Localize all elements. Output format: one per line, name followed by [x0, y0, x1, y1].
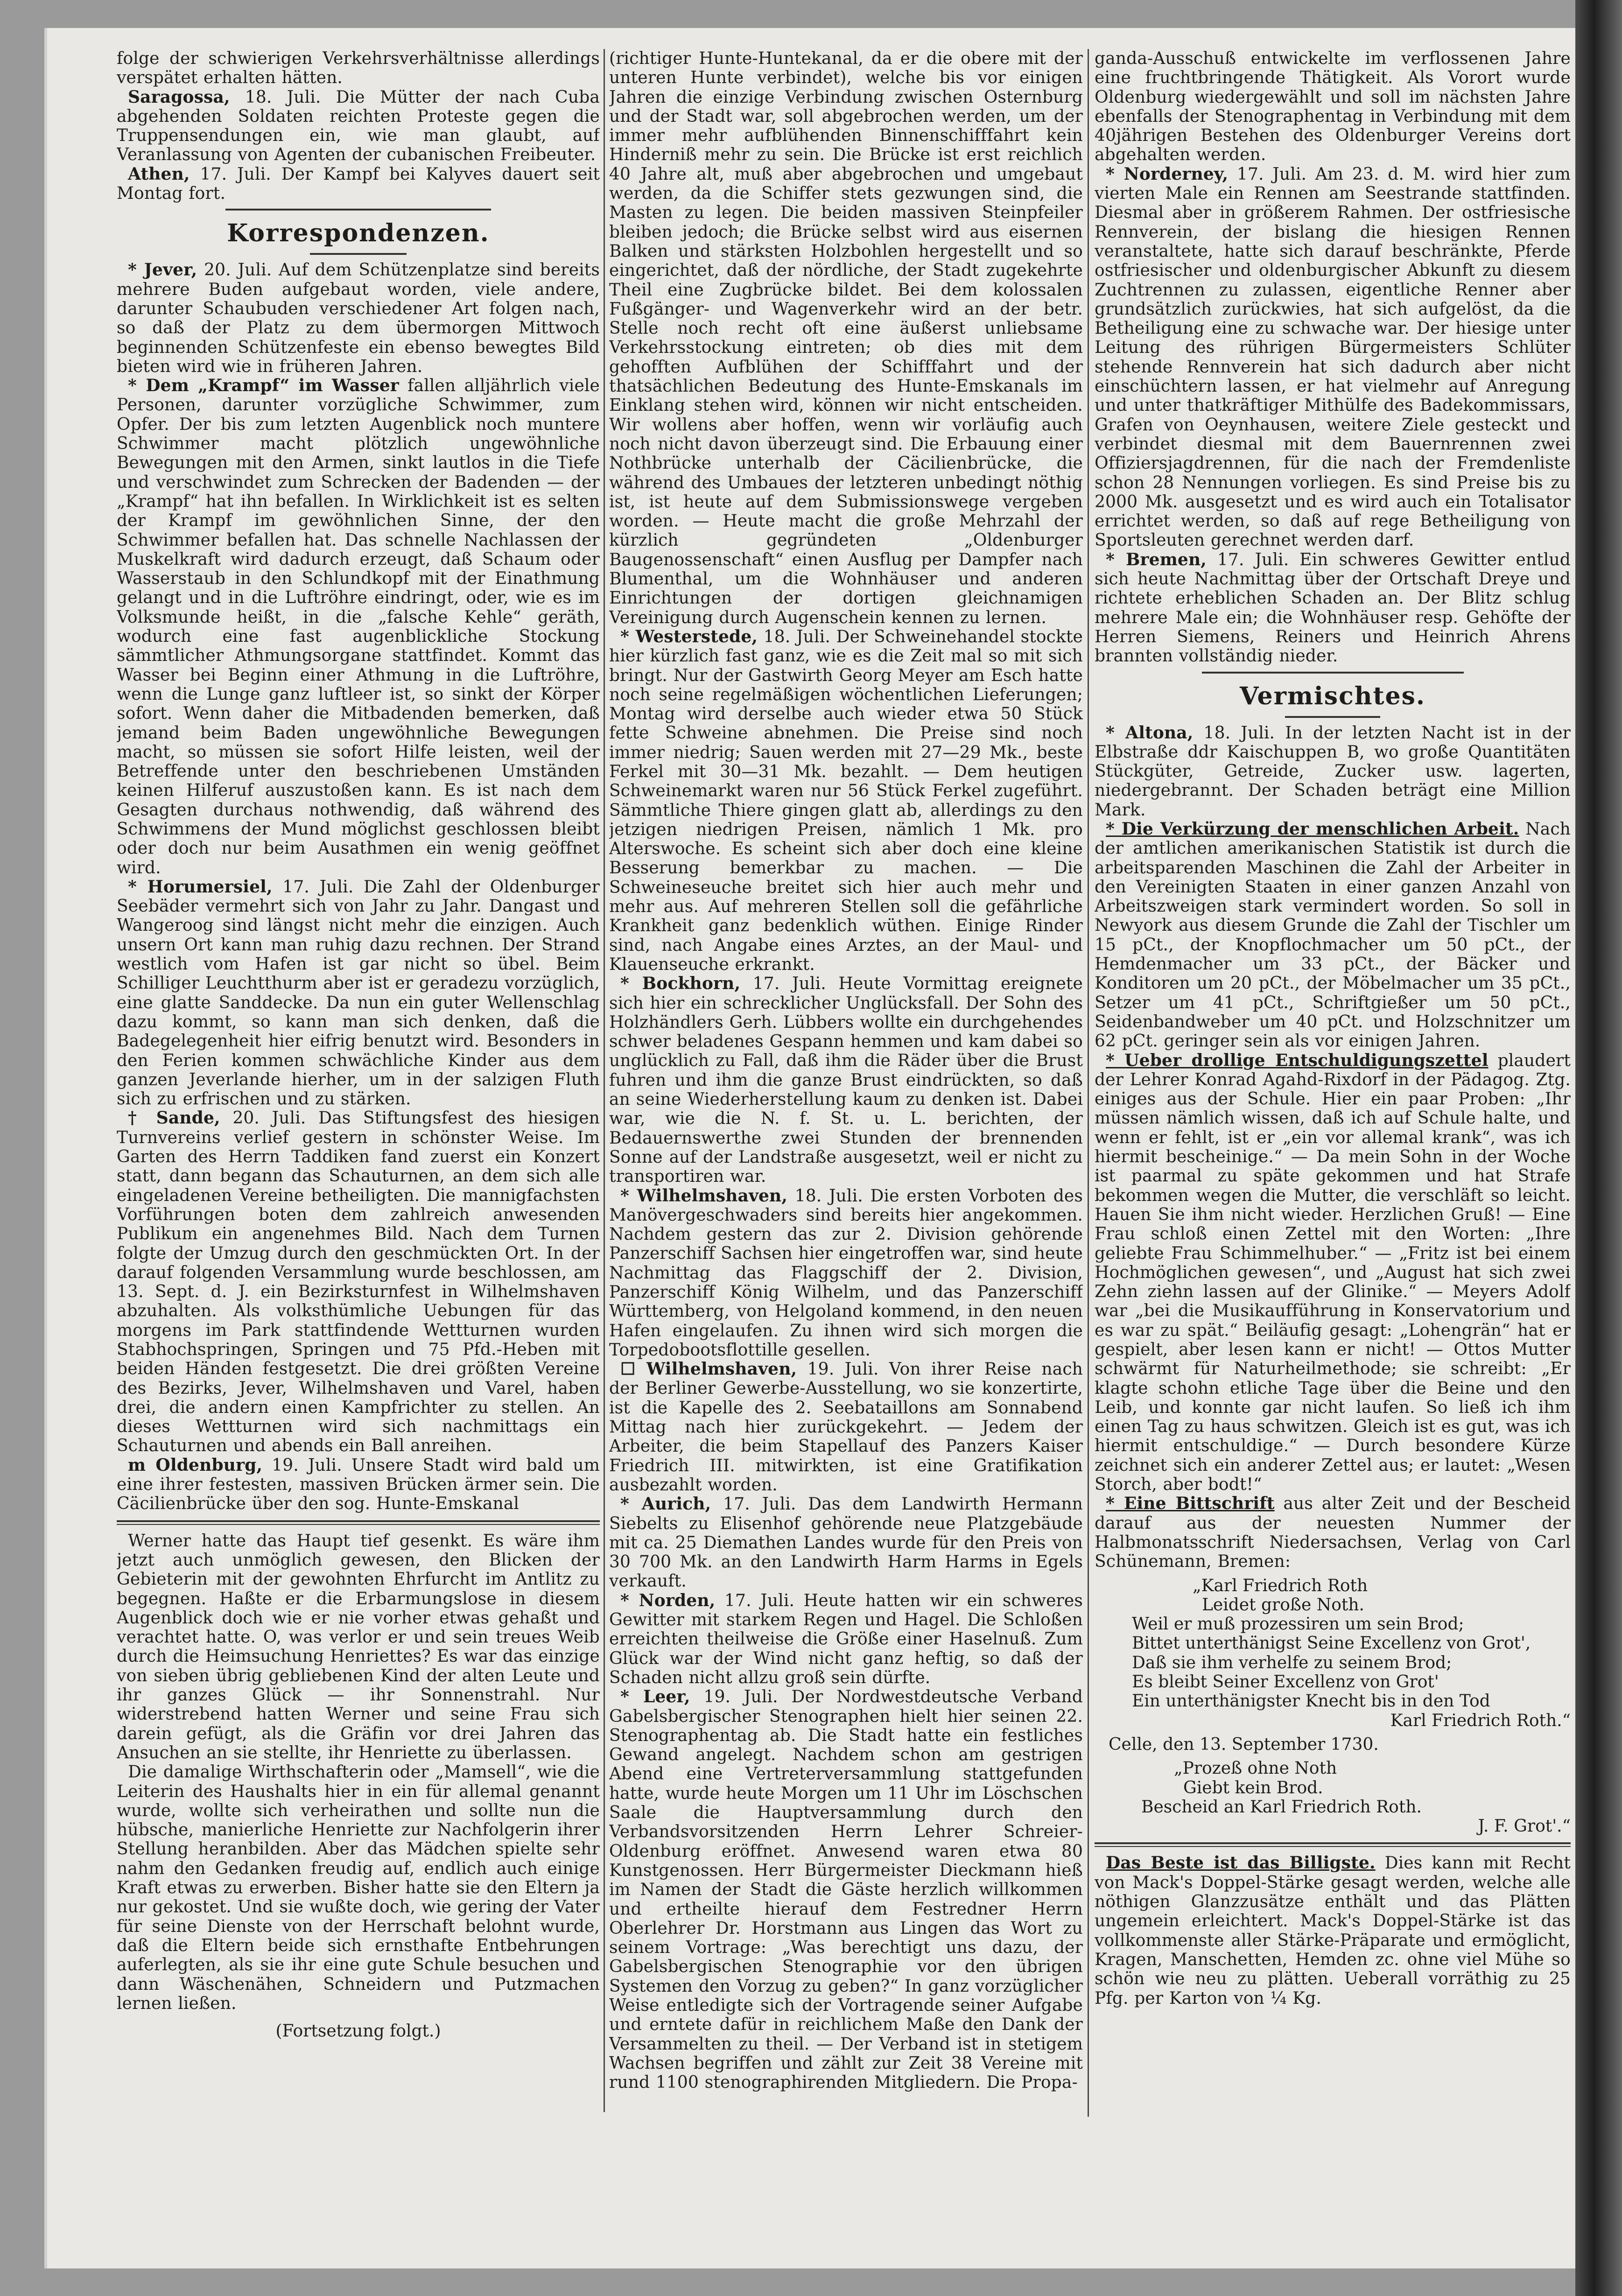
article-norden	[609, 1591, 1083, 1687]
divider	[1285, 716, 1380, 718]
article-bockhorn	[609, 974, 1083, 1186]
dateline: * Bockhorn,	[620, 974, 741, 994]
article-text: folge der schwierigen Verkehrsverhältnisse allerdings verspätet erhalten hätten.	[117, 49, 600, 88]
novel-text: Werner hatte das Haupt tief gesenkt. Es wäre ihm jetzt auch unmöglich gewesen, den Blicken der Gebieterin mit der gewohnten Ehrfurcht im Antlitz zu begegnen. Haßte er die Erbarmungslose in diesem Augenblick doch wie er nie vorher etwas gehaßt und verachtet hatte. O, was verlor er und sein treues Weib durch die Heimsuchung Henriettes? Es war das einzige von sieben übrig gebliebenen Kind der alten Leute und ihr ganzes Glück — ihr Sonnenstrahl. Nur widerstrebend hatten Werner und seine Frau sich darein gefügt, als die Gräfin vor drei Jahren das Ansuchen an sie stellte, ihr Henriette zu überlassen.	[117, 1531, 600, 1762]
article-sande	[117, 1109, 600, 1455]
article-bremen	[1095, 550, 1571, 666]
article-bittschrift	[1095, 1494, 1571, 1571]
article-body: 17. Juli. Das dem Landwirth Hermann Siebelts zu Elisenhof gehörende neue Platzgebäude mit ca. 25 Diemathen Landes wurde für den Preis von 30 700 Mk. an den Landwirth Harm Harms in Egels verkauft.	[609, 1495, 1083, 1591]
continuation-note: (Fortsetzung folgt.)	[275, 2022, 441, 2041]
article-body: 18. Juli. Die ersten Vorboten des Manövergeschwaders sind bereits hier angekommen. Nachdem gestern das zur 2. Division gehörende Panzerschiff Sachsen hier eingetroffen war, sind heute Nachmittag das Flaggschiff der 2. Division, Panzerschiff König Wilhelm, und das Panzerschiff Württemberg, von Helgoland kommend, in den neuen Hafen eingelaufen. Zu ihnen wird sich morgen die Torpedobootsflottille gesellen.	[609, 1186, 1083, 1360]
dateline: * Ueber drollige Entschuldigungszettel	[1106, 1050, 1489, 1070]
reply-poem	[1095, 1759, 1571, 1836]
divider	[310, 253, 407, 255]
article-jever	[117, 260, 600, 376]
signature: J. F. Grot'.“	[1478, 1817, 1571, 1836]
article-wilhelmshaven-2	[609, 1360, 1083, 1495]
section-heading: Korrespondenzen.	[227, 219, 490, 248]
article-athen	[117, 165, 600, 204]
article-body: 17. Juli. Der Kampf bei Kalyves dauert seit Montag fort.	[117, 164, 600, 204]
article-saragossa	[117, 88, 600, 165]
poem-line: Ein unterthänigster Knecht bis in den Tod	[1132, 1692, 1490, 1711]
dateline: ☐ Wilhelmshaven,	[620, 1359, 797, 1379]
article-body: 20. Juli. Das Stiftungsfest des hiesigen Turnvereins verlief gestern in schönster Weise. Im Garten des Herrn Taddiken fand zuerst ein Konzert statt, dann begann das Schauturnen, an dem sich alle eingeladenen Vereine betheiligten. Die mannigfachsten Vorführungen boten dem zahlreich anwesenden Publikum ein angenehmes Bild. Nach dem Turnen folgte der Umzug durch den geschmückten Ort. In der darauf folgenden Versammlung wurde beschlossen, am 13. Sept. d. J. ein Bezirksturnfest in Wilhelmshaven abzuhalten. Als volksthümliche Uebungen für das morgens im Park stattfindende Wettturnen wurden Stabhochspringen, Springen und 75 Pfd.-Heben mit beiden Händen festgesetzt. Die drei größten Vereine des Bezirks, Jever, Wilhelmshaven und Varel, haben drei, die andern einen Kampfrichter zu stellen. An dieses Wettturnen wird sich nachmittags ein Schauturnen und abends ein Ball anreihen.	[117, 1109, 600, 1456]
dateline: Saragossa,	[128, 87, 230, 107]
article-body: 17. Juli. Am 23. d. M. wird hier zum vierten Male ein Rennen am Seestrande stattfinden. Diesmal aber in größerem Rahmen. Der ostfriesische Rennverein, der bislang die hiesigen Rennen veranstaltete, hatte sich darauf beschränkte, Pferde ostfriesischer und oldenburgischer Abkunft zu diesem Zuchtrennen zu zulassen, eigentliche Renner aber grundsätzlich zurückwies, hat sich aufgelöst, da die Betheiligung eine zu schwache war. Der hiesige unter Leitung des rührigen Bürgermeisters Schlüter stehende Rennverein hat sich dadurch aber nicht einschüchtern lassen, er hat vielmehr auf Anregung und unter thatkräftiger Mithülfe des Badekommissars, Grafen von Oeynhausen, weitere Ziele gesteckt und verbindet diesmal mit dem Bauernrennen zwei Offiziersjagdrennen, für die nach der Fremdenliste schon 28 Nennungen vorliegen. Es sind Preise bis zu 2000 Mk. ausgesetzt und es wird auch ein Totalisator errichtet werden, so daß auf rege Betheiligung von Sportsleuten gerechnet werden darf.	[1095, 164, 1571, 550]
article-aurich	[609, 1495, 1083, 1591]
article-body: 18. Juli. Der Schweinehandel stockte hier kürzlich fast ganz, wie es die Zeit mal so mit sich bringt. Nur der Gastwirth Georg Meyer am Esch hatte noch seine regelmäßigen wöchentlichen Lieferungen; Montag wird derselbe auch wieder etwa 50 Stück fette Schweine abnehmen. Die Preise sind noch immer niedrig; Sauen werden mit 27—29 Mk., beste Ferkel mit 30—31 Mk. bezahlt. — Dem heutigen Schweinemarkt waren nur 56 Stück Ferkel zugeführt. Sämmtliche Thiere gingen glatt ab, allerdings zu den jetzigen niedrigen Preisen, nämlich 1 Mk. pro Alterswoche. Es scheint sich aber doch eine kleine Besserung bemerkbar zu machen. — Die Schweineseuche breitet sich hier auch mehr und mehr aus. Auf mehreren Stellen soll die gefährliche Krankheit ganz bedenklich wüthen. Einige Rinder sind, nach Angabe eines Arztes, an der Maul- und Klauenseuche erkrankt.	[609, 627, 1083, 974]
ad-headline: Das Beste ist das Billigste.	[1106, 1853, 1376, 1873]
article-body: 18. Juli. Die Mütter der nach Cuba abgehenden Soldaten reichten Proteste gegen die Truppensendungen ein, wie man glaubt, auf Veranlassung von Agenten der cubanischen Freibeuter.	[117, 87, 600, 165]
article-altona	[1095, 723, 1571, 820]
dateline: * Eine Bittschrift	[1106, 1494, 1275, 1514]
dateline: m Oldenburg,	[128, 1455, 263, 1475]
poem-line: Karl Friedrich Roth.“	[1390, 1711, 1571, 1730]
dateline: * Jever,	[128, 260, 197, 280]
dateline: † Sande,	[128, 1108, 220, 1128]
article-leer	[609, 1687, 1083, 2092]
article-body: Nach der amtlichen amerikanischen Statistik ist durch die arbeitsparenden Maschinen die Zahl der Arbeiter in den Vereinigten Staaten in einer ganzen Anzahl von Arbeitszweigen stark vermindert worden. So soll in Newyork aus diesem Grunde die Zahl der Tischler um 15 pCt., der Knopflochmacher um 50 pCt., der Hemdenmacher um 33 pCt., der Bäcker und Konditoren um 20 pCt., der Möbelmacher um 35 pCt., Setzer um 41 pCt., Schriftgießer um 50 pCt., Seidenbandweber um 40 pCt. und Holzschnitzer um 62 pCt. geringer sein als vor einigen Jahren.	[1095, 819, 1571, 1051]
article-body: 19. Juli. Von ihrer Reise nach der Berliner Gewerbe-Ausstellung, wo sie konzertirte, ist die Kapelle des 2. Seebataillons am Sonnabend Mittag nach hier zurückgekehrt. — Jedem der Arbeiter, die beim Stapellauf des Panzers Kaiser Friedrich III. mitwirkten, ist eine Gratifikation ausbezahlt worden.	[609, 1360, 1083, 1495]
column-2	[609, 49, 1083, 2121]
poem-line: Es bleibt Seiner Excellenz von Grot'	[1132, 1672, 1439, 1692]
poem-line: Daß sie ihm verhelfe zu seinem Brod;	[1132, 1653, 1452, 1672]
dateline: * Westerstede,	[620, 626, 758, 646]
dateline: * Dem „Krampf“ im Wasser	[128, 376, 399, 396]
article-body: 17. Juli. Die Zahl der Oldenburger Seebäder vermehrt sich von Jahr zu Jahr. Dangast und Wangeroog sind längst nicht mehr die einzigen. Auch unsern Ort kann man ruhig dazu rechnen. Der Strand westlich vom Hafen ist gar nicht so übel. Beim Schilliger Leuchtthurm aber ist er geradezu vorzüglich, eine glatte Sanddecke. Da nun ein guter Wellenschlag dazu kommt, so kann man sich denken, daß die Badegelegenheit hier eifrig benutzt wird. Besonders in den Ferien kommen schwächliche Kinder aus dem ganzen Jeverlande hierher, um in der salzigen Fluth sich zu erfrischen und zu stärken.	[117, 877, 600, 1109]
dateline: * Leer,	[620, 1687, 690, 1707]
article-body: aus alter Zeit und der Bescheid darauf aus der neuesten Nummer der Halbmonatsschrift Niedersachsen, Verlag von Carl Schünemann, Bremen:	[1095, 1494, 1571, 1572]
article-body: 18. Juli. In der letzten Nacht ist in der Elbstraße ddr Kaischuppen B, wo große Quantitäten Stückgüter, Getreide, Zucker usw. lagerten, niedergebrannt. Der Schaden beträgt eine Million Mark.	[1095, 723, 1571, 820]
article-krampf	[117, 376, 600, 878]
article-oldenburg	[117, 1456, 600, 1514]
article-body: 19. Juli. Der Nordwestdeutsche Verband Gabelsbergischer Stenographen hielt hier seinen 22. Stenographentag ab. Die Stadt hatte ein festliches Gewand angelegt. Nachdem schon am gestrigen Abend eine Vertreterversammlung stattgefunden hatte, wurde heute Morgen um 11 Uhr im Löschschen Saale die Hauptversammlung durch den Verbandsvorsitzenden Herrn Lehrer Schreier-Oldenburg eröffnet. Anwesend waren etwa 80 Kunstgenossen. Herr Bürgermeister Dieckmann hieß im Namen der Stadt die Gäste herzlich willkommen und ertheilte hierauf dem Festredner Herrn Oberlehrer Dr. Horstmann aus Lingen das Wort zu seinem Vortrage: „Was berechtigt uns dazu, der Gabelsbergischen Stenographie vor den übrigen Systemen den Vorzug zu geben?“ In ganz vorzüglicher Weise entledigte sich der Vortragende seiner Aufgabe und erntete dafür in reichlichem Maße den Dank der Versammelten zu theil. — Der Verband ist in stetigem Wachsen begriffen und zählt zur Zeit 38 Vereine mit rund 1100 stenographirenden Mitgliedern. Die Propa-	[609, 1687, 1083, 2092]
dateline: * Wilhelmshaven,	[620, 1186, 788, 1206]
article-text: (richtiger Hunte-Huntekanal, da er die obere mit der unteren Hunte verbindet), welche bis vor einigen Jahren die einzige Verbindung zwischen Osternburg und der Stadt war, soll abgebrochen werden, um der immer mehr aufblühenden Binnenschifffahrt kein Hinderniß mehr zu sein. Die Brücke ist erst reichlich 40 Jahre alt, muß aber abgebrochen und umgebaut werden, da die Schiffer stets gezwungen sind, die Masten zu legen. Die beiden massiven Steinpfeiler bleiben jedoch; die Brücke selbst wird aus eisernen Balken und stärksten Holzbohlen hergestellt und so eingerichtet, daß der nördliche, der Stadt zugekehrte Theil eine Zugbrücke bildet. Bei dem kolossalen Fußgänger- und Wagenverkehr wird an der betr. Stelle noch recht oft eine äußerst unliebsame Verkehrsstockung eintreten; ob dies mit dem gehofften Aufblühen der Schifffahrt und der thatsächlichen Bedeutung des Hunte-Emskanals im Einklang stehen wird, können wir nicht entscheiden. Wir wollens aber hoffen, wenn wir vorläufig auch noch nicht davon überzeugt sind. Die Erbauung einer Nothbrücke unterhalb der Cäcilienbrücke, die während des Umbaues der letzteren unbedingt nöthig ist, ist heute auf dem Submissionswege vergeben worden. — Heute macht die große Mehrzahl der kürzlich gegründeten „Oldenburger Baugenossenschaft“ einen Ausflug per Dampfer nach Blumenthal, um die Wohnhäuser und anderen Einrichtungen der dortigen gleichnamigen Vereinigung durch Augenschein kennen zu lernen.	[609, 49, 1083, 627]
feuilleton-divider	[117, 1520, 600, 1525]
petition-date: Celle, den 13. September 1730.	[1109, 1734, 1379, 1754]
column-1	[117, 49, 600, 2098]
article-body: 17. Juli. Heute hatten wir ein schweres Gewitter mit starkem Regen und Hagel. Die Schloßen erreichten theilweise die Größe einer Haselnuß. Zum Glück war der Wind nicht ganz heftig, so daß der Schaden nicht allzu groß sein dürfte.	[609, 1591, 1083, 1687]
dateline: * Norden,	[620, 1590, 716, 1610]
article-verkuerzung	[1095, 820, 1571, 1051]
article-wilhelmshaven	[609, 1187, 1083, 1360]
article-norderney	[1095, 165, 1571, 550]
binding-edge	[1575, 0, 1622, 2296]
dateline: * Norderney,	[1106, 164, 1229, 184]
article-westerstede	[609, 627, 1083, 974]
article-body: 20. Juli. Auf dem Schützenplatze sind bereits mehrere Buden aufgebaut worden, viele andere, darunter Schaubuden verschiedener Art folgen nach, so daß der Platz zu dem übermorgen Mittwoch beginnenden Schützenfeste ein ebenso bewegtes Bild bieten wird wie in früheren Jahren.	[117, 260, 600, 376]
poem-line: „Karl Friedrich Roth	[1193, 1576, 1368, 1595]
poem-line: Bittet unterthänigst Seine Excellenz von Grot',	[1132, 1634, 1531, 1653]
poem-line: Giebt kein Brod.	[1183, 1778, 1323, 1797]
dateline: Athen,	[128, 164, 190, 184]
dateline: * Die Verkürzung der menschlichen Arbeit.	[1106, 819, 1519, 839]
section-heading: Vermischtes.	[1239, 681, 1426, 710]
article-body: 17. Juli. Heute Vormittag ereignete sich hier ein schrecklicher Unglücksfall. Der Sohn des Holzhändlers Gerh. Lübbers wollte ein durchgehendes schwer beladenes Gespann hemmen und kam dabei so unglücklich zu Fall, daß ihm die Räder über die Brust fuhren und ihm die ganze Brust eindrückten, so daß an seine Wiederherstellung kaum zu denken ist. Dabei war, wie die N. f. St. u. L. berichten, der Bedauernswerthe zwei Stunden der brennenden Sonne auf der Landstraße ausgesetzt, weil er nicht zu transportiren war.	[609, 974, 1083, 1187]
poem-line: Weil er muß prozessiren um sein Brod;	[1132, 1615, 1464, 1634]
column-3	[1095, 49, 1571, 2112]
article-body: 17. Juli. Ein schweres Gewitter entlud sich heute Nachmittag über der Ortschaft Dreye und richtete erheblichen Schaden an. Der Blitz schlug mehrere Male ein; die Wohnhäuser resp. Gehöfte der Herren Siemens, Reiners und Heinrich Ahrens brannten vollständig nieder.	[1095, 550, 1571, 666]
advertisement	[1095, 1854, 1571, 2008]
dateline: * Bremen,	[1106, 549, 1207, 569]
poem-line: Leidet große Noth.	[1202, 1595, 1364, 1615]
advert-divider	[1095, 1842, 1571, 1847]
article-horumersiel	[117, 878, 600, 1109]
dateline: * Aurich,	[620, 1494, 711, 1514]
divider	[1202, 672, 1464, 674]
poem-line: „Prozeß ohne Noth	[1174, 1759, 1337, 1778]
ad-body: Dies kann mit Recht von Mack's Doppel-Stärke gesagt werden, welche alle nöthigen Glanzzusätze enthält und das Plätten ungemein erleichtert. Mack's Doppel-Stärke ist das vollkommenste aller Stärke-Präparate und ermöglicht, Kragen, Manschetten, Hemden zc. ohne viel Mühe so schön wie neu zu plätten. Ueberall vorräthig zu 25 Pfg. per Karton von ¼ Kg.	[1095, 1854, 1571, 2008]
divider	[225, 209, 491, 211]
article-text: ganda-Ausschuß entwickelte im verflossenen Jahre eine fruchtbringende Thätigkeit. Als Vorort wurde Oldenburg wiedergewählt und soll im nächsten Jahre ebenfalls der Stenographentag in Verbindung mit dem 40jährigen Bestehen des Oldenburger Vereins dort abgehalten werden.	[1095, 49, 1571, 165]
column-rule-2	[1088, 49, 1089, 2117]
novel-text: Die damalige Wirthschafterin oder „Mamsell“, wie die Leiterin des Haushalts hier in ein für allemal genannt wurde, wollte sich verheirathen und sollte nun die hübsche, manierliche Henriette zur Nachfolgerin ihrer Stellung heranbilden. Aber das Mädchen spielte sehr nahm den Gedanken freudig auf, endlich auch einige Kraft etwas zu erwerben. Bisher hatte sie den Eltern ja nur gekostet. Und sie wußte doch, wie gering der Vater für seine Dienste von der Herrschaft belohnt wurde, daß die Eltern beide sich ernsthafte Entbehrungen auferlegten, als sie ihr eine gute Schule besuchen und dann Wäschenähen, Schneidern und Putzmachen lernen ließen.	[117, 1762, 600, 2013]
article-body: 19. Juli. Unsere Stadt wird bald um eine ihrer festesten, massiven Brücken ärmer sein. Die Cäcilienbrücke über den sog. Hunte-Emskanal	[117, 1455, 600, 1514]
article-body: plaudert der Lehrer Konrad Agahd-Rixdorf in der Pädagog. Ztg. einiges aus der Schule. Hier ein paar Proben: „Ihr müssen nämlich wissen, daß ich auf Schule halte, und wenn er fehlt, ist er „ein vor allemal krank“, was ich hiermit bescheinige.“ — Da mein Sohn in der Woche ist paarmal zu späte gekommen und hat Strafe bekommen wegen die Mutter, die verschläft so leicht. Hauen Sie ihm nicht wieder. Herzlichen Gruß! — Eine Frau schloß einen Zettel mit den Worten: „Ihre geliebte Frau Schimmelhuber.“ — „Fritz ist bei einem Hochmöglichen gewesen“, und „August hat sich zwei Zehn ziehn lassen auf der Glinike.“ — Meyers Adolf war „bei die Musikaufführung in Konservatorium und es war zu spät.“ Beiläufig gesagt: „Lohengrän“ hat er gespielt, aber lesen kann er nicht! — Ottos Mutter schwärmt für Naturheilmethode; sie schreibt: „Er klagte schohn etliche Tage über die Beine und den Leib, und konnte gar nicht laufen. So ließ ich ihm einen Tag zu haus schwitzen. Gleich ist es gut, was ich hiermit entschuldige.“ — Durch besondere Kürze zeichnet sich ein anderer Zettel aus; er lautet: „Wesen Storch, aber bodt!“	[1095, 1051, 1571, 1495]
article-body: fallen alljährlich viele Personen, darunter vorzügliche Schwimmer, zum Opfer. Der bis zum letzten Augenblick noch muntere Schwimmer macht plötzlich ungewöhnliche Bewegungen mit den Armen, sinkt lautlos in die Tiefe und verschwindet zum Schrecken der Badenden — der „Krampf“ hat ihn befallen. In Wirklichkeit ist es selten der Krampf im gewöhnlichen Sinne, der den Schwimmer befallen hat. Das schnelle Nachlassen der Muskelkraft wird dadurch erzeugt, daß Schaum oder Wasserstaub in den Schlundkopf mit der Einathmung gelangt und in die Luftröhre eindringt, oder, wie es im Volksmunde heißt, in die „falsche Kehle“ geräth, wodurch eine fast augenblickliche Stockung sämmtlicher Athmungsorgane stattfindet. Kommt das Wasser bei Beginn einer Athmung in die Luftröhre, wenn die Lunge ganz luftleer ist, so sinkt der Körper sofort. Wenn daher die Mitbadenden bemerken, daß jemand beim Baden ungewöhnliche Bewegungen macht, so müssen sie sofort Hilfe leisten, weil der Betreffende unter den beschriebenen Umständen keinen Hilferuf auszustoßen kann. Es ist nach dem Gesagten durchaus nothwendig, daß während des Schwimmens der Mund möglichst geschlossen bleibt oder doch nur beim Ausathmen ein wenig geöffnet wird.	[117, 376, 600, 878]
column-rule-1	[604, 49, 605, 2112]
article-entschuldigungszettel	[1095, 1051, 1571, 1495]
poem-line: Bescheid an Karl Friedrich Roth.	[1141, 1797, 1422, 1817]
petition-poem	[1095, 1576, 1571, 1730]
dateline: * Altona,	[1106, 723, 1194, 743]
dateline: * Horumersiel,	[128, 877, 273, 897]
